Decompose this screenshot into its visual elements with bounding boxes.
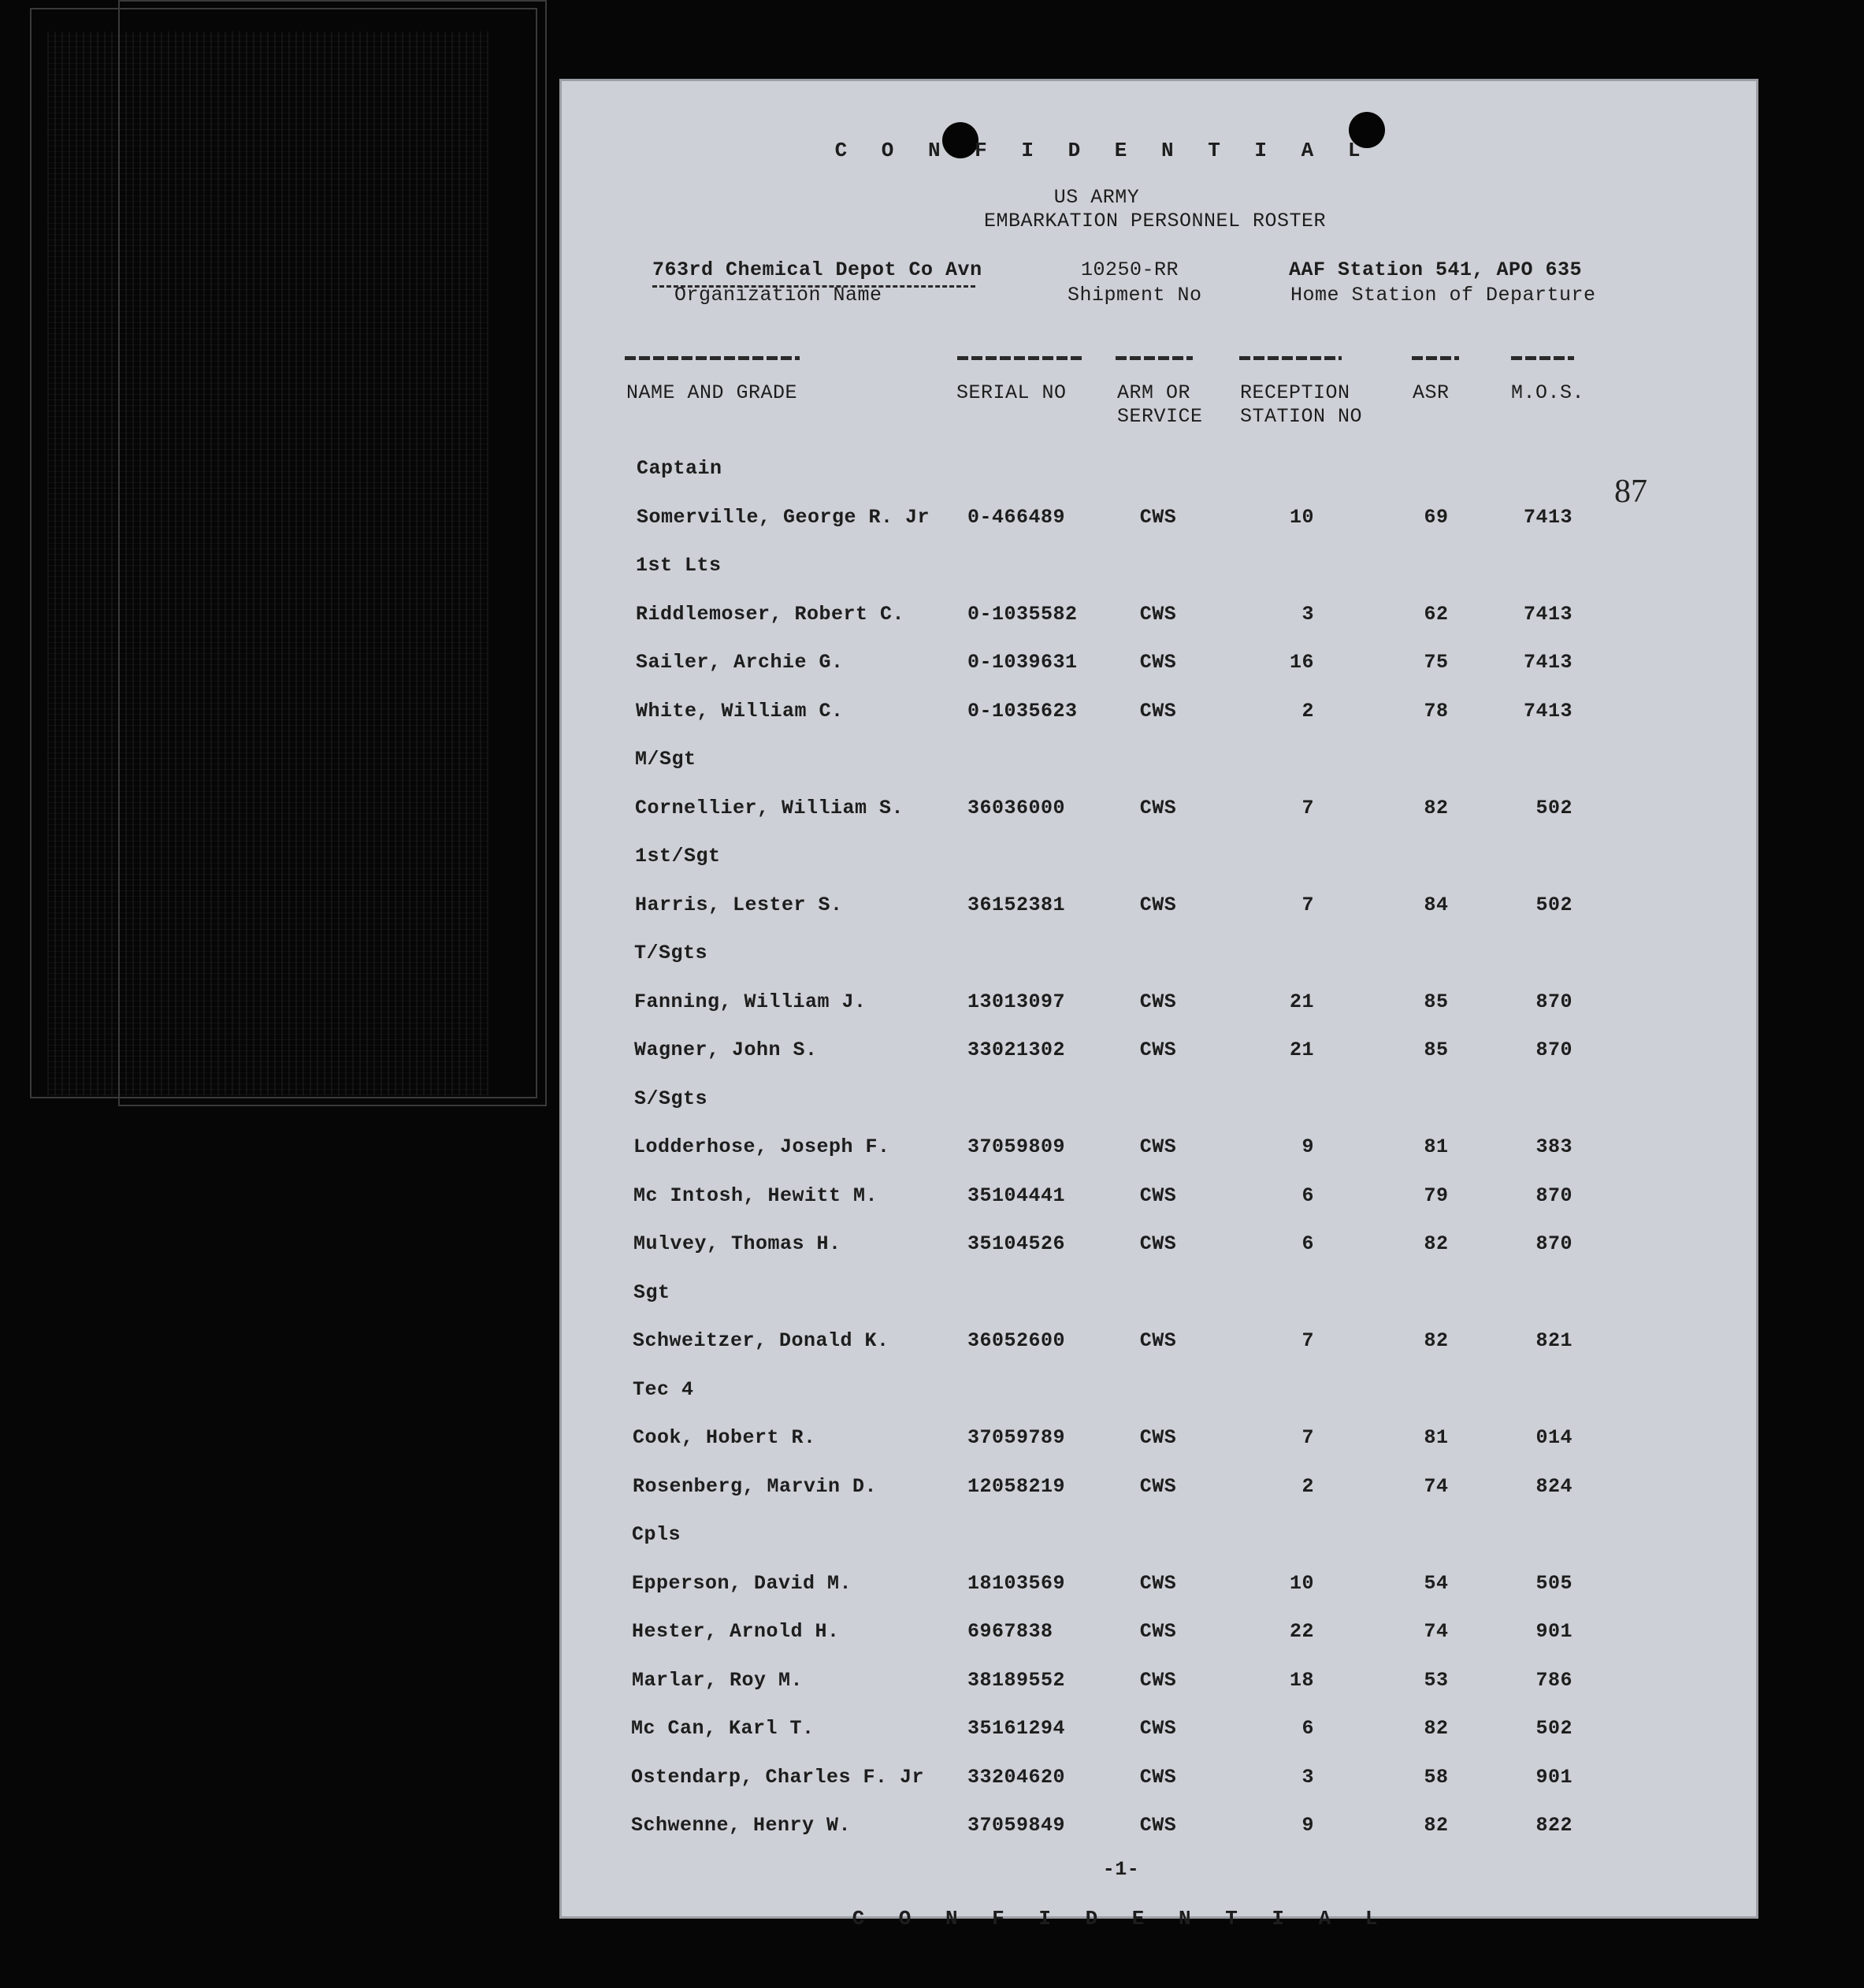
serial-no-cell: 36152381 <box>967 893 1066 916</box>
name-cell: Harris, Lester S. <box>635 893 843 916</box>
top-confidential: C O N F I D E N T I A L <box>834 139 1372 162</box>
reception-station-cell: 6 <box>1301 1232 1314 1255</box>
mos-cell: 7413 <box>1523 651 1573 674</box>
mos-cell: 383 <box>1535 1135 1573 1158</box>
col-asr-header: ASR <box>1413 381 1450 404</box>
asr-cell: 82 <box>1424 1232 1449 1255</box>
mos-cell: 821 <box>1535 1329 1573 1352</box>
arm-service-cell: CWS <box>1139 1135 1177 1158</box>
bottom-confidential: C O N F I D E N T I A L <box>852 1907 1389 1930</box>
serial-no-cell: 37059789 <box>967 1426 1066 1449</box>
reception-station-cell: 2 <box>1301 699 1314 723</box>
mos-cell: 870 <box>1535 990 1573 1013</box>
column-bar <box>1412 356 1459 360</box>
reception-station-cell: 2 <box>1301 1474 1314 1498</box>
name-cell: Cornellier, William S. <box>635 796 904 819</box>
asr-cell: 82 <box>1424 1329 1449 1352</box>
col-mos-header: M.O.S. <box>1511 381 1585 404</box>
title-line-1: US ARMY <box>1053 186 1140 209</box>
arm-service-cell: CWS <box>1139 1717 1177 1740</box>
arm-service-cell: CWS <box>1139 990 1177 1013</box>
reception-station-cell: 7 <box>1301 1329 1314 1352</box>
arm-service-cell: CWS <box>1139 505 1177 529</box>
arm-service-cell: CWS <box>1139 796 1177 819</box>
arm-service-cell: CWS <box>1139 1668 1177 1692</box>
name-cell: Ostendarp, Charles F. Jr <box>631 1765 925 1789</box>
serial-no-cell: 33204620 <box>967 1765 1066 1789</box>
asr-cell: 53 <box>1424 1668 1449 1692</box>
reception-station-cell: 16 <box>1289 651 1314 674</box>
name-cell: Somerville, George R. Jr <box>637 505 930 529</box>
serial-no-cell: 0-1039631 <box>967 651 1078 674</box>
arm-service-cell: CWS <box>1139 602 1177 626</box>
name-cell: Mc Intosh, Hewitt M. <box>633 1184 878 1207</box>
reception-station-cell: 18 <box>1289 1668 1314 1692</box>
reception-station-cell: 6 <box>1301 1717 1314 1740</box>
serial-no-cell: 35161294 <box>967 1717 1066 1740</box>
serial-no-cell: 0-1035623 <box>967 699 1078 723</box>
col-reception-header-1: RECEPTION <box>1240 381 1350 404</box>
asr-cell: 82 <box>1424 1814 1449 1837</box>
col-name-header: NAME AND GRADE <box>626 381 798 404</box>
name-cell: Schwenne, Henry W. <box>631 1814 852 1837</box>
serial-no-cell: 6967838 <box>967 1620 1053 1643</box>
organization-name: 763rd Chemical Depot Co Avn <box>652 258 982 281</box>
grade-heading: 1st Lts <box>636 554 722 577</box>
mos-cell: 502 <box>1535 893 1573 916</box>
arm-service-cell: CWS <box>1139 699 1177 723</box>
reception-station-cell: 9 <box>1301 1135 1314 1158</box>
mos-cell: 7413 <box>1523 505 1573 529</box>
name-cell: Epperson, David M. <box>632 1571 852 1595</box>
serial-no-cell: 36052600 <box>967 1329 1066 1352</box>
column-bar <box>625 356 800 360</box>
col-serial-header: SERIAL NO <box>956 381 1067 404</box>
arm-service-cell: CWS <box>1139 1039 1177 1061</box>
mos-cell: 505 <box>1535 1571 1573 1595</box>
name-cell: Rosenberg, Marvin D. <box>633 1474 878 1498</box>
name-cell: Sailer, Archie G. <box>636 651 844 674</box>
serial-no-cell: 33021302 <box>967 1039 1066 1061</box>
col-arm-header-1: ARM OR <box>1117 381 1191 404</box>
col-arm-header-2: SERVICE <box>1117 405 1203 428</box>
asr-cell: 81 <box>1424 1426 1449 1449</box>
organization-label: Organization Name <box>674 284 882 307</box>
name-cell: Hester, Arnold H. <box>632 1620 840 1643</box>
name-cell: Lodderhose, Joseph F. <box>633 1135 890 1158</box>
asr-cell: 85 <box>1424 990 1449 1013</box>
mos-cell: 901 <box>1535 1620 1573 1643</box>
home-station-label: Home Station of Departure <box>1290 284 1596 307</box>
name-cell: White, William C. <box>636 699 844 723</box>
grade-heading: T/Sgts <box>634 942 708 964</box>
arm-service-cell: CWS <box>1139 1620 1177 1643</box>
arm-service-cell: CWS <box>1139 1765 1177 1789</box>
mos-cell: 502 <box>1535 1717 1573 1740</box>
reception-station-cell: 10 <box>1289 1571 1314 1595</box>
asr-cell: 81 <box>1424 1135 1449 1158</box>
arm-service-cell: CWS <box>1139 1426 1177 1449</box>
asr-cell: 78 <box>1424 699 1449 723</box>
reception-station-cell: 22 <box>1289 1620 1314 1643</box>
serial-no-cell: 37059849 <box>967 1814 1066 1837</box>
shipment-label: Shipment No <box>1068 284 1202 307</box>
mos-cell: 7413 <box>1523 602 1573 626</box>
reception-station-cell: 7 <box>1301 893 1314 916</box>
column-bar <box>957 356 1083 360</box>
name-cell: Mulvey, Thomas H. <box>633 1232 841 1255</box>
mos-cell: 786 <box>1535 1668 1573 1692</box>
mos-cell: 7413 <box>1523 699 1573 723</box>
page-stamp-number: 87 <box>1614 474 1647 510</box>
serial-no-cell: 35104526 <box>967 1232 1066 1255</box>
arm-service-cell: CWS <box>1139 1329 1177 1352</box>
name-cell: Riddlemoser, Robert C. <box>636 602 905 626</box>
serial-no-cell: 35104441 <box>967 1184 1066 1207</box>
asr-cell: 74 <box>1424 1474 1449 1498</box>
serial-no-cell: 12058219 <box>967 1474 1066 1498</box>
reception-station-cell: 7 <box>1301 1426 1314 1449</box>
serial-no-cell: 13013097 <box>967 990 1066 1013</box>
asr-cell: 62 <box>1424 602 1449 626</box>
mos-cell: 870 <box>1535 1184 1573 1207</box>
mos-cell: 824 <box>1535 1474 1573 1498</box>
grade-heading: Tec 4 <box>633 1377 694 1401</box>
reception-station-cell: 21 <box>1289 990 1314 1013</box>
arm-service-cell: CWS <box>1139 1232 1177 1255</box>
grade-heading: S/Sgts <box>634 1087 708 1110</box>
asr-cell: 74 <box>1424 1620 1449 1643</box>
reception-station-cell: 3 <box>1301 602 1314 626</box>
name-cell: Mc Can, Karl T. <box>631 1717 815 1740</box>
column-bar <box>1116 356 1193 360</box>
under-sheet <box>118 0 547 1106</box>
serial-no-cell: 38189552 <box>967 1668 1066 1692</box>
asr-cell: 54 <box>1424 1571 1449 1595</box>
mos-cell: 502 <box>1535 796 1573 819</box>
shipment-no: 10250-RR <box>1081 258 1179 281</box>
name-cell: Schweitzer, Donald K. <box>633 1329 889 1352</box>
name-cell: Cook, Hobert R. <box>633 1426 816 1449</box>
col-reception-header-2: STATION NO <box>1240 405 1363 428</box>
title-line-2: EMBARKATION PERSONNEL ROSTER <box>983 210 1327 232</box>
serial-no-cell: 0-1035582 <box>967 602 1078 626</box>
page-number: -1- <box>1102 1858 1140 1881</box>
name-cell: Marlar, Roy M. <box>632 1668 804 1692</box>
name-cell: Wagner, John S. <box>634 1039 818 1061</box>
mos-cell: 014 <box>1535 1426 1573 1449</box>
reception-station-cell: 6 <box>1301 1184 1314 1207</box>
home-station: AAF Station 541, APO 635 <box>1289 258 1583 281</box>
asr-cell: 79 <box>1424 1184 1449 1207</box>
asr-cell: 84 <box>1424 893 1449 916</box>
asr-cell: 58 <box>1424 1765 1449 1789</box>
arm-service-cell: CWS <box>1139 1184 1177 1207</box>
arm-service-cell: CWS <box>1139 893 1177 916</box>
mos-cell: 870 <box>1535 1039 1573 1061</box>
mos-cell: 822 <box>1535 1814 1573 1837</box>
grade-heading: Cpls <box>632 1523 681 1546</box>
arm-service-cell: CWS <box>1139 1571 1177 1595</box>
reception-station-cell: 7 <box>1301 796 1314 819</box>
arm-service-cell: CWS <box>1139 1814 1177 1837</box>
arm-service-cell: CWS <box>1139 1474 1177 1498</box>
grade-heading: Captain <box>637 457 722 480</box>
reception-station-cell: 21 <box>1289 1039 1314 1061</box>
serial-no-cell: 37059809 <box>967 1135 1066 1158</box>
asr-cell: 82 <box>1424 796 1449 819</box>
asr-cell: 69 <box>1424 505 1449 529</box>
arm-service-cell: CWS <box>1139 651 1177 674</box>
serial-no-cell: 0-466489 <box>967 505 1066 529</box>
column-bar <box>1239 356 1342 360</box>
mos-cell: 870 <box>1535 1232 1573 1255</box>
grade-heading: 1st/Sgt <box>635 845 721 868</box>
reception-station-cell: 3 <box>1301 1765 1314 1789</box>
column-bar <box>1511 356 1574 360</box>
mos-cell: 901 <box>1535 1765 1573 1789</box>
name-cell: Fanning, William J. <box>634 990 867 1013</box>
reception-station-cell: 10 <box>1289 505 1314 529</box>
asr-cell: 85 <box>1424 1039 1449 1061</box>
serial-no-cell: 36036000 <box>967 796 1066 819</box>
reception-station-cell: 9 <box>1301 1814 1314 1837</box>
asr-cell: 75 <box>1424 651 1449 674</box>
asr-cell: 82 <box>1424 1717 1449 1740</box>
grade-heading: M/Sgt <box>635 748 696 771</box>
grade-heading: Sgt <box>633 1280 670 1304</box>
serial-no-cell: 18103569 <box>967 1571 1066 1595</box>
